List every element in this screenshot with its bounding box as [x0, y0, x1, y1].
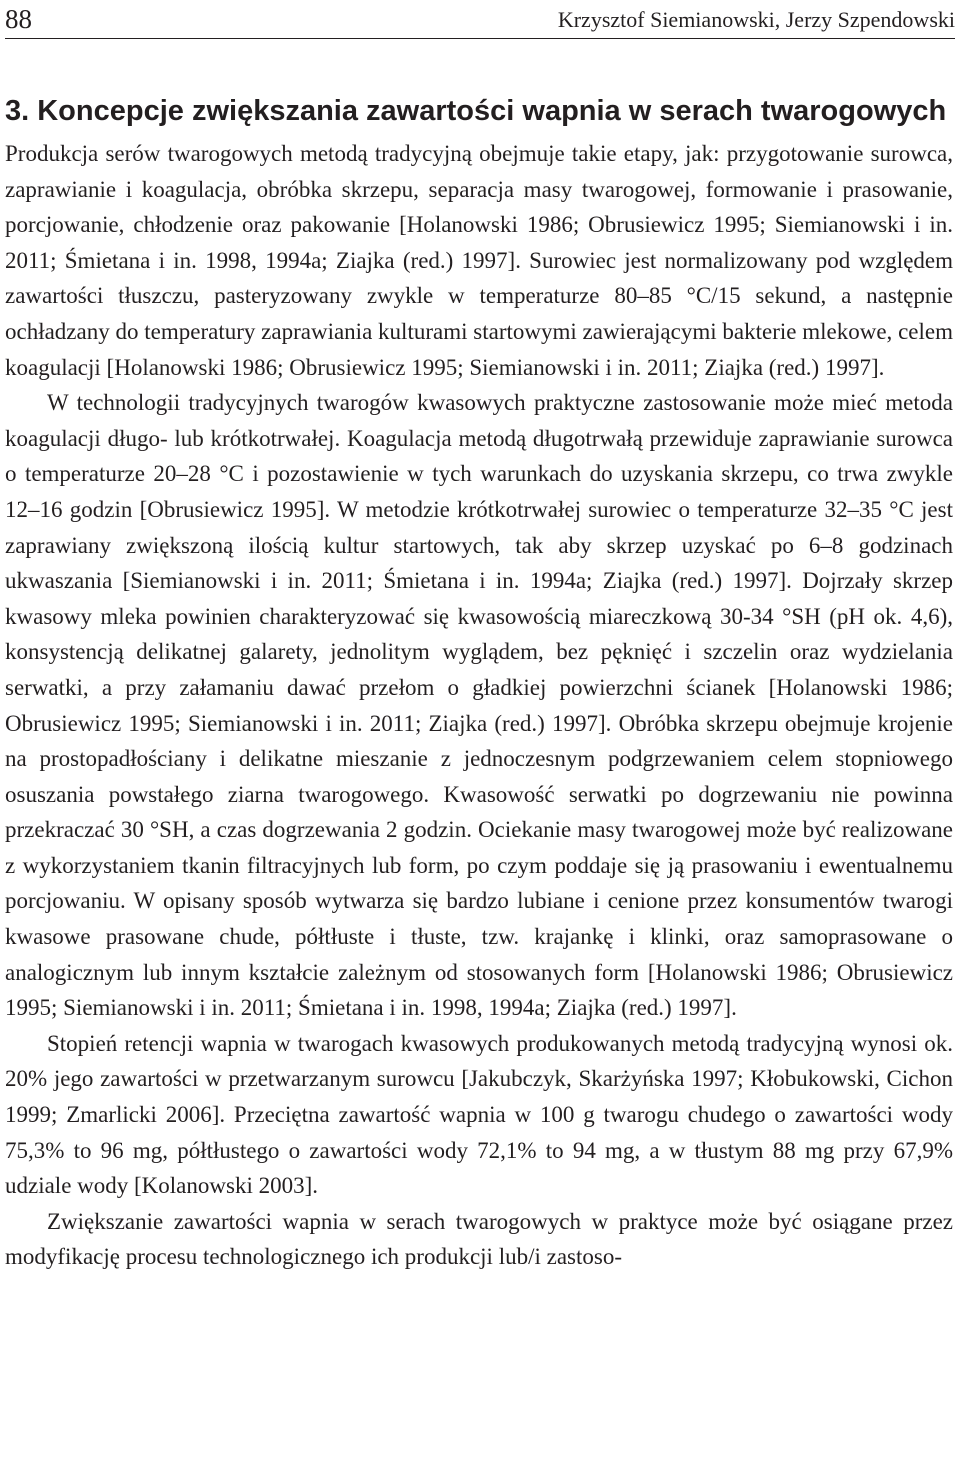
paragraph: Zwiększanie zawartości wapnia w serach twarogowych w praktyce może być osiągane przez modyfikację procesu technologicznego ich produkcji lub/i zastoso-: [5, 1208, 953, 1270]
section-heading: 3. Koncepcje zwiększania zawartości wapnia w serach twarogowych: [5, 95, 947, 128]
body-text: [5, 136, 953, 1275]
running-header: [5, 0, 955, 39]
paragraph: W technologii tradycyjnych twarogów kwasowych praktyczne zastosowanie może mieć metoda koagulacji długo- lub krótkotrwałej. Koagulacja metodą długotrwałą przewiduje zaprawianie surowca o temperaturze 20–28 °C i pozostawienie w tych warunkach do uzyskania skrzepu, co trwa zwykle 12–16 godzin [Obrusiewicz 1995]. W metodzie krótkotrwałej surowiec o temperaturze 32–35 °C jest zaprawiany zwiększoną ilością kultur startowych, tak aby skrzep uzyskać po 6–8 godzinach ukwaszania [Siemianowski i in. 2011; Śmietana i in. 1994a; Ziajka (red.) 1997]. Dojrzały skrzep kwasowy mleka powinien charakteryzować się kwasowością miareczkową 30-34 °SH (pH ok. 4,6), konsystencją delikatnej galarety, jednolitym wyglądem, bez pęknięć i szczelin oraz wydzielania serwatki, a przy załamaniu dawać przełom o gładkiej powierzchni ścianek [Holanowski 1986; Obrusiewicz 1995; Siemianowski i in. 2011; Ziajka (red.) 1997]. Obróbka skrzepu obejmuje krojenie na prostopadłościany i delikatne mieszanie z jednoczesnym podgrzewaniem celem stopniowego osuszania powstałego ziarna twarogowego. Kwasowość serwatki po dogrzewaniu nie powinna przekraczać 30 °SH, a czas dogrzewania 2 godzin. Ociekanie masy twarogowej może być realizowane z wykorzystaniem tkanin filtracyjnych lub form, po czym poddaje się ją prasowaniu i ewentualnemu porcjowaniu. W opisany sposób wytwarza się bardzo lubiane i cenione przez konsumentów twarogi kwasowe prasowane chude, półtłuste i tłuste, tzw. krajankę i klinki, oraz samoprasowane o analogicznym lub innym kształcie zależnym od stosowanych form [Holanowski 1986; Obrusiewicz 1995; Siemianowski i in. 2011; Śmietana i in. 1998, 1994a; Ziajka (red.) 1997].: [5, 390, 953, 1021]
running-header-authors: Krzysztof Siemianowski, Jerzy Szpendowski: [557, 7, 955, 32]
paragraph: Stopień retencji wapnia w twarogach kwasowych produkowanych metodą tradycyjną wynosi ok. 20% jego zawartości w przetwarzanym surowcu [Jakubczyk, Skarżyńska 1997; Kłobukowski, Cichon 1999; Zmarlicki 2006]. Przeciętna zawartość wapnia w 100 g twarogu chudego o zawartości wody 75,3% to 96 mg, półtłustego o zawartości wody 72,1% to 94 mg, a w tłustym 88 mg przy 67,9% udziale wody [Kolanowski 2003].: [5, 1030, 953, 1199]
page-number: 88: [5, 4, 32, 34]
paragraph: Produkcja serów twarogowych metodą tradycyjną obejmuje takie etapy, jak: przygotowanie surowca, zaprawianie i koagulacja, obróbka skrzepu, separacja masy twarogowej, formowanie i prasowanie, porcjowanie, chłodzenie oraz pakowanie [Holanowski 1986; Obrusiewicz 1995; Siemianowski i in. 2011; Śmietana i in. 1998, 1994a; Ziajka (red.) 1997]. Surowiec jest normalizowany pod względem zawartości tłuszczu, pasteryzowany zwykle w temperaturze 80–85 °C/15 sekund, a następnie ochładzany do temperatury zaprawiania kulturami startowymi zawierającymi bakterie mlekowe, celem koagulacji [Holanowski 1986; Obrusiewicz 1995; Siemianowski i in. 2011; Ziajka (red.) 1997].: [5, 141, 953, 380]
